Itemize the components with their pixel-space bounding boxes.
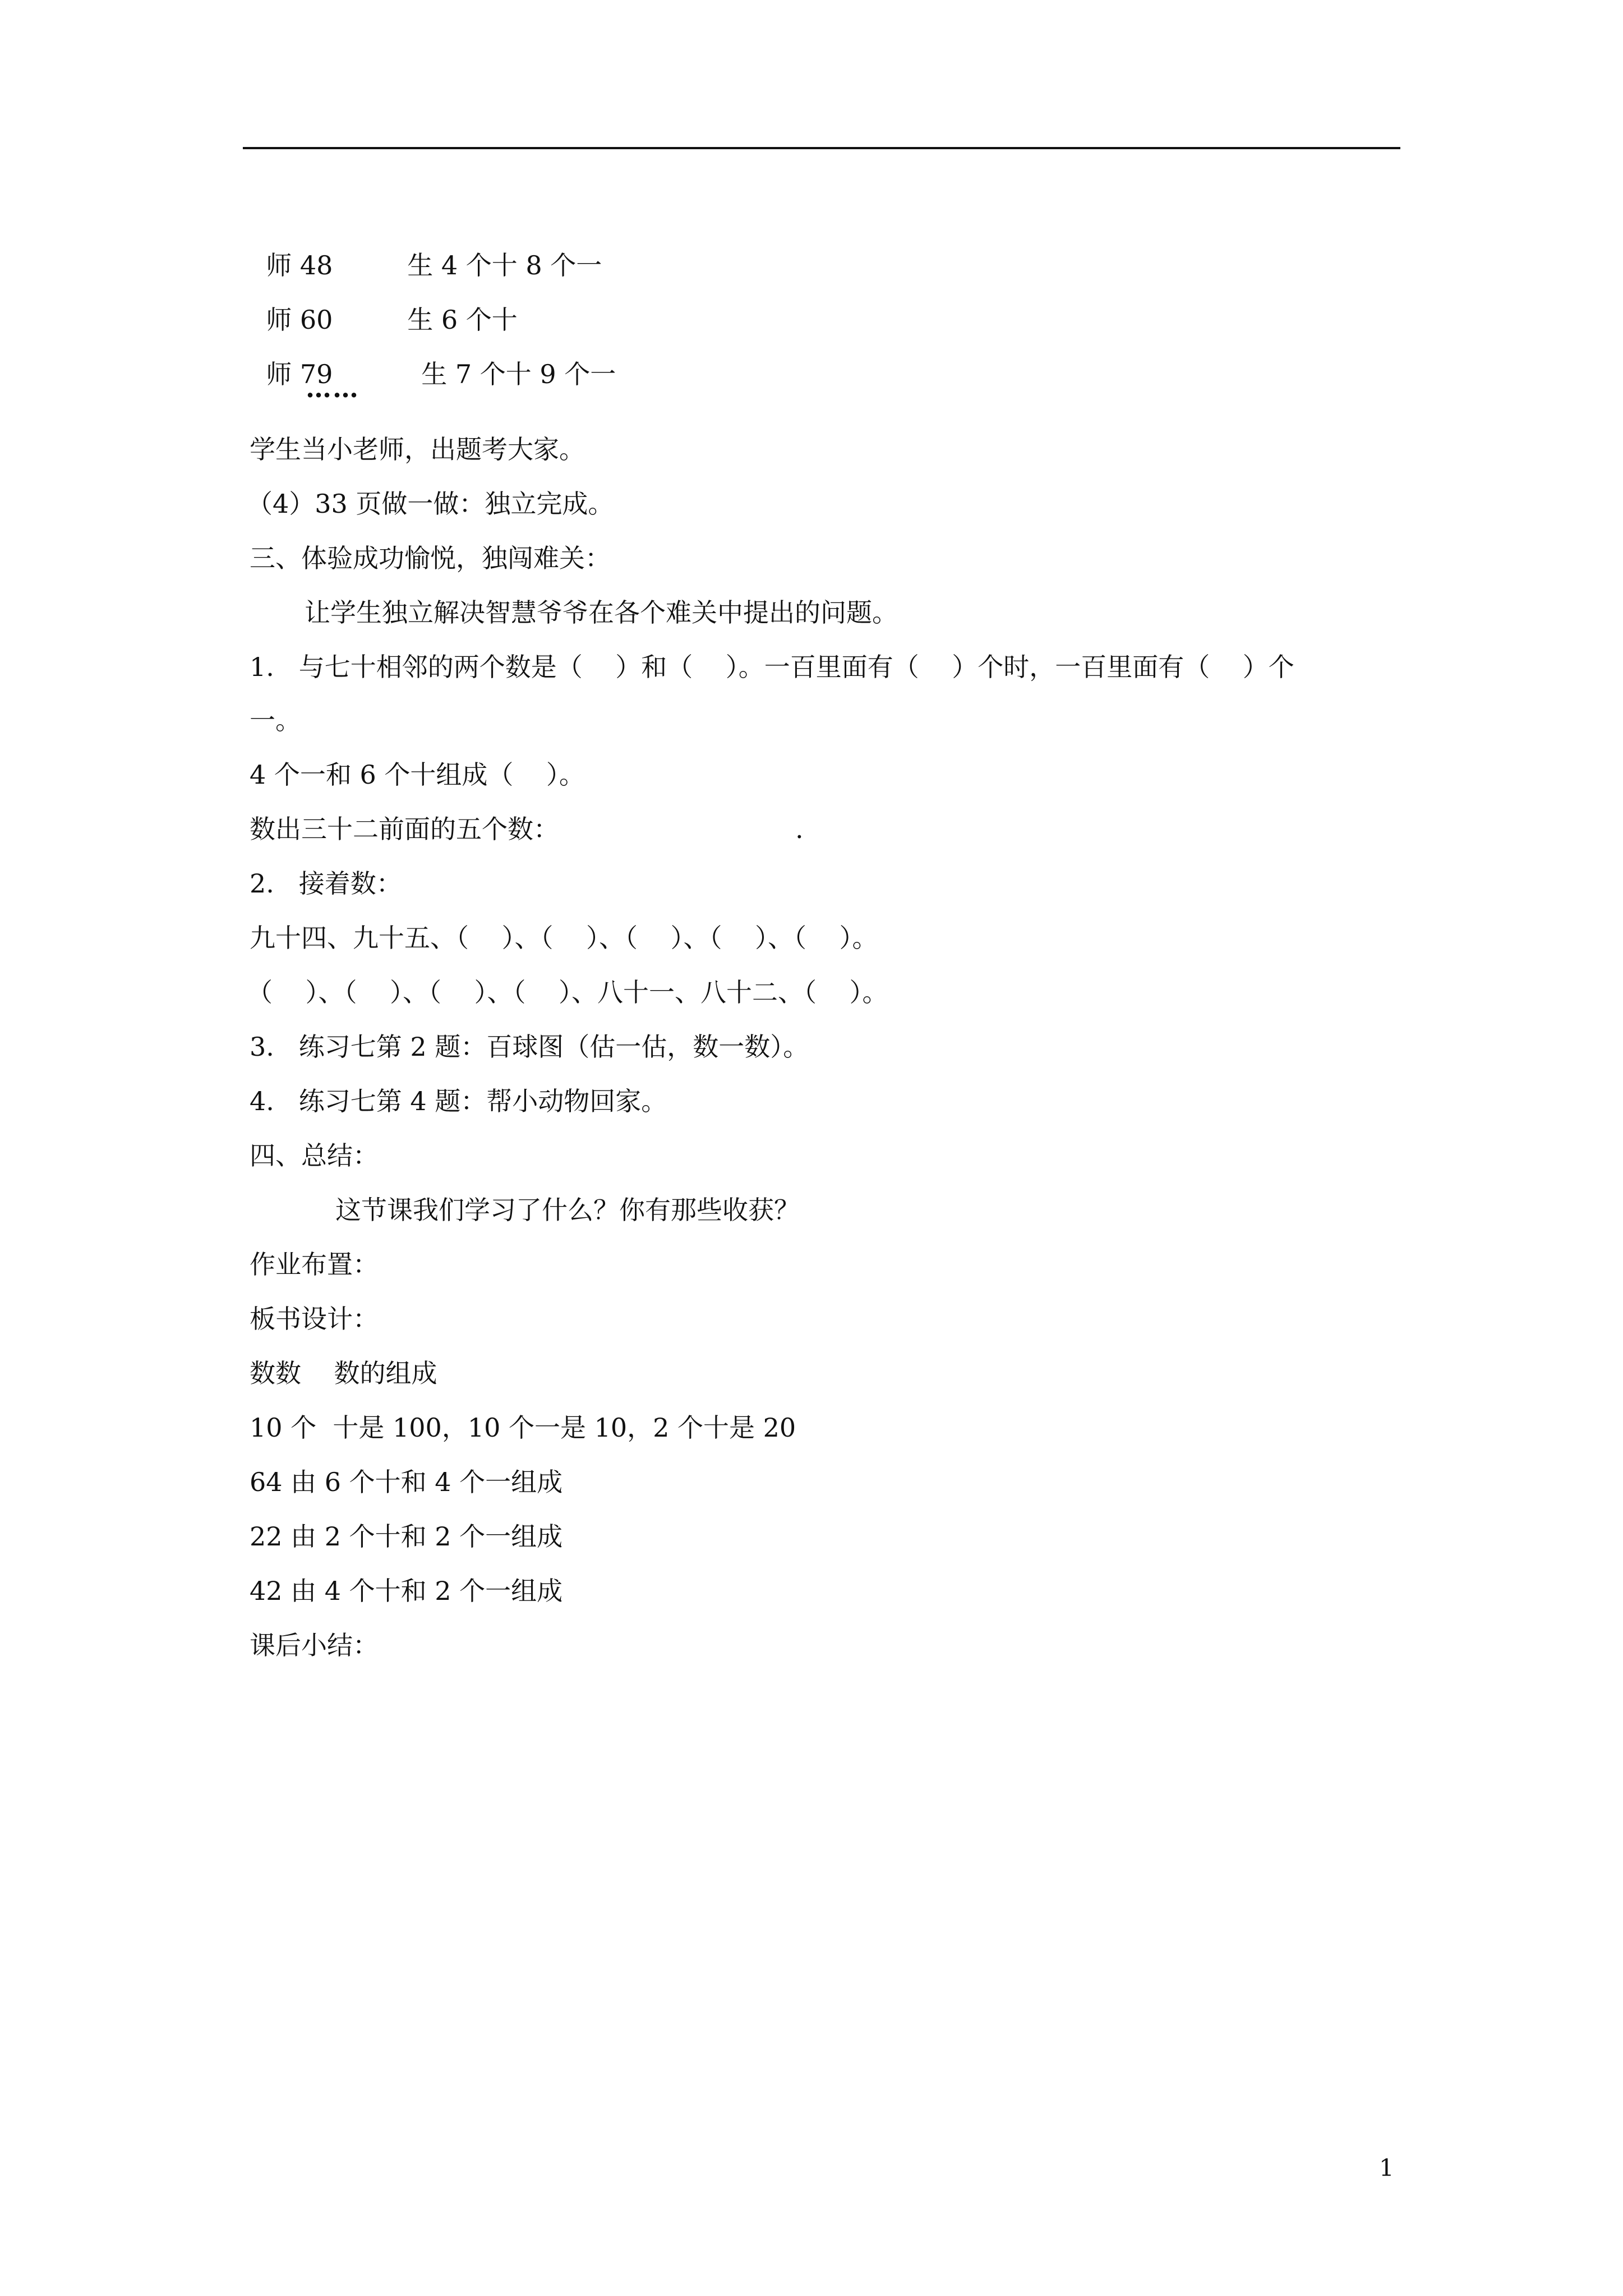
text-line: 作业布置： — [250, 1249, 379, 1280]
text-line: （4）33 页做一做：独立完成。 — [247, 489, 614, 519]
question-line: 数出三十二前面的五个数： — [250, 814, 559, 844]
question-line: 1. 与七十相邻的两个数是（ ）和（ ）。一百里面有（ ）个时，一百里面有（ ）个 — [250, 652, 1294, 682]
page-number: 1 — [1379, 2154, 1394, 2182]
text-line: 板书设计： — [250, 1304, 379, 1334]
section-title: 四、总结： — [250, 1140, 379, 1171]
student-answer: 生 6 个十 — [407, 305, 518, 335]
teacher-prompt: 师 60 — [266, 305, 333, 335]
header-rule — [243, 147, 1400, 149]
question-line: 4. 练习七第 4 题：帮小动物回家。 — [250, 1086, 667, 1116]
ellipsis: …… — [306, 373, 359, 403]
teacher-prompt: 师 48 — [266, 250, 333, 280]
text-line: 这节课我们学习了什么？你有那些收获？ — [335, 1195, 800, 1225]
text-line: 学生当小老师，出题考大家。 — [250, 434, 585, 464]
board-line: 10 个 十是 100，10 个一是 10，2 个十是 20 — [250, 1412, 796, 1443]
question-line: 3. 练习七第 2 题：百球图（估一估，数一数）。 — [250, 1032, 809, 1062]
text-line: 让学生独立解决智慧爷爷在各个难关中提出的问题。 — [305, 597, 898, 628]
section-title: 三、体验成功愉悦，独闯难关： — [250, 543, 611, 573]
board-line: 42 由 4 个十和 2 个一组成 — [250, 1576, 563, 1606]
board-line: 64 由 6 个十和 4 个一组成 — [250, 1467, 563, 1497]
question-line: 九十四、九十五、（ ）、（ ）、（ ）、（ ）、（ ）。 — [250, 923, 878, 953]
board-title: 数数 数的组成 — [250, 1358, 437, 1388]
question-line: 一。 — [250, 705, 301, 735]
teacher-prompt: 师 79 — [266, 359, 333, 389]
board-line: 22 由 2 个十和 2 个一组成 — [250, 1521, 563, 1552]
student-answer: 生 7 个十 9 个一 — [421, 359, 616, 389]
question-line-end: . — [795, 814, 804, 844]
student-answer: 生 4 个十 8 个一 — [407, 250, 602, 280]
dialogue-row-student — [405, 324, 616, 391]
text-line: 课后小结： — [250, 1630, 379, 1660]
question-line: 2. 接着数： — [250, 868, 402, 899]
question-line: （ ）、（ ）、（ ）、（ ）、八十一、八十二、（ ）。 — [247, 977, 888, 1007]
question-line: 4 个一和 6 个十组成（ ）。 — [250, 760, 585, 790]
